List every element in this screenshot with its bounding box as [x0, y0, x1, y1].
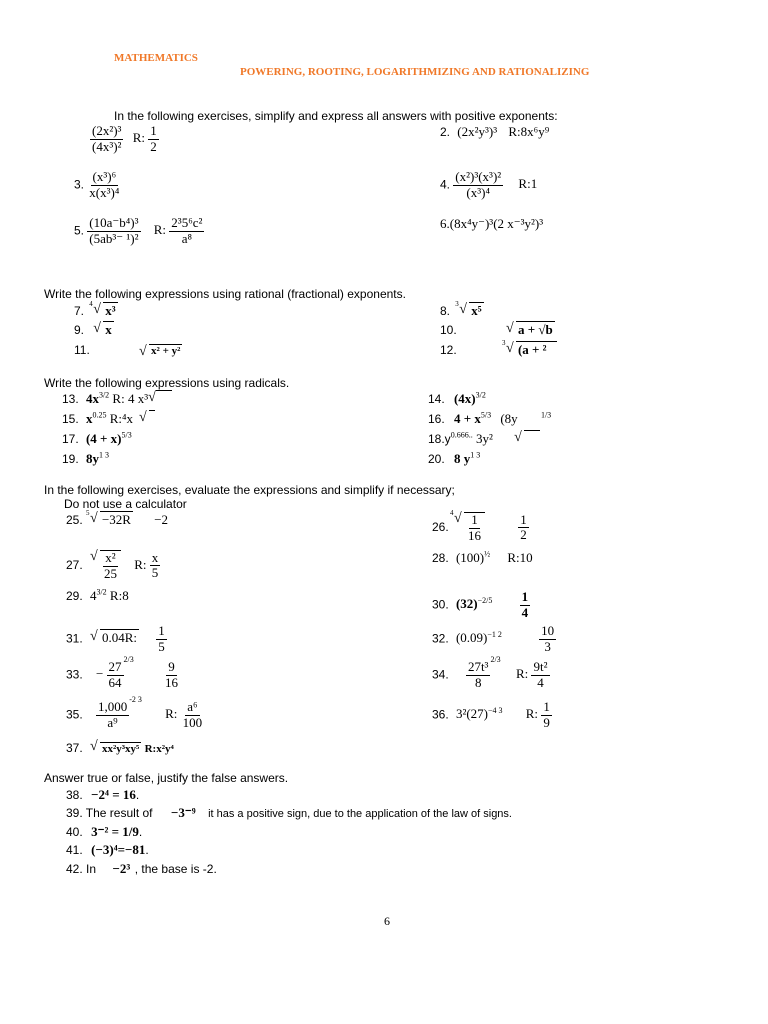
- exercise-13: 13. $4x^{3/2}$ R: 4 x³√: [62, 391, 172, 407]
- exercise-3: 3. $\frac{\text{(x³)⁶}}{\text{x(x³)⁴}}$: [74, 169, 120, 200]
- exercise-4: 4. $\frac{\text{(x²)³(x³)²}}{\text{(x³)⁴}}$ R:1: [440, 169, 538, 200]
- section-2-instructions: Write the following expressions using rational (fractional) exponents.: [44, 287, 406, 301]
- exercise-27: 27. √ $\frac{\text{x²}}{25}$ R: $\frac{x}{5}$: [66, 550, 160, 582]
- exercise-5: 5. $\frac{\text{(10a⁻b⁴)³}}{\text{(5ab³⁻ ¹)²}}$ R: $\frac{\text{2³5⁶c²}}{\text{a⁸}}$: [74, 215, 203, 246]
- exercise-18: $18.y^{0.666..}$ 3y² √: [428, 431, 540, 447]
- exercise-14: 14. $(4x)^{3/2}$: [428, 390, 486, 406]
- exercise-19: 19. $8y^{1 3}$: [62, 450, 109, 466]
- exercise-31: 31. √ 0.04R: $\frac{1}{5}$: [66, 624, 167, 655]
- section-4-note: Do not use a calculator: [64, 497, 187, 511]
- exercise-7: 7. √ 4 x³: [74, 303, 118, 319]
- exercise-16: 16. $4 + x^{5/3}$ (8y $^{1/3}$: [428, 410, 552, 426]
- exercise-11: 11. √ x² + y²: [74, 342, 182, 358]
- exercise-28: 28. $(100)^{\frac{1}{2}}$ R:10: [432, 549, 533, 565]
- section-3-instructions: Write the following expressions using radicals.: [44, 376, 290, 390]
- exercise-42: 42. In −2³ , the base is -2.: [66, 861, 217, 876]
- exercise-38: 38. −2⁴ = 16.: [66, 787, 140, 802]
- section-1-instructions: In the following exercises, simplify and express all answers with positive exponents:: [114, 109, 558, 123]
- exercise-30: 30. $(32)^{-2/5}$ $\frac{1}{4}$: [432, 589, 529, 620]
- exercise-17: 17. $(4 + x)^{5/3}$: [62, 430, 132, 446]
- exercise-35: 35. $\frac{1,000}{\text{a⁹}}$ $^{-2 3}$ R: $\frac{\text{a⁶}}{100}$: [66, 695, 203, 730]
- exercise-25: 25. √ 5 −32R −2: [66, 512, 168, 528]
- exercise-41: 41. (−3)⁴=−81.: [66, 842, 149, 857]
- exercise-15: 15. $x^{0.25}$ R:⁴x√: [62, 411, 155, 427]
- exercise-33: 33. − $\frac{27}{64}$ $^{2/3}$ $\frac{9}{16}$: [66, 655, 179, 690]
- exercise-40: 40. 3⁻² = 1/9.: [66, 824, 143, 839]
- exercise-26: 26. √ 4 $\frac{1}{16}$ $\frac{1}{2}$: [432, 512, 529, 544]
- exercise-8: 8. √ 3 x⁵: [440, 303, 484, 319]
- section-5-instructions: Answer true or false, justify the false answers.: [44, 771, 289, 785]
- exercise-2: 2. (2x²y³)³ R:8x⁶y⁹: [440, 124, 550, 139]
- exercise-36: 36. $3^2(27)^{-4 3}$ R: $\frac{1}{9}$: [432, 699, 550, 730]
- page-title: POWERING, ROOTING, LOGARITHMIZING AND RATIONALIZING: [240, 66, 590, 78]
- exercise-29: 29. $4^{3/2}$ R:8: [66, 587, 129, 603]
- exercise-37: 37. √ xx²y³xy⁵ R:x²y⁴: [66, 740, 174, 756]
- subject-heading: MATHEMATICS: [114, 52, 198, 64]
- exercise-12: 12. √ 3 (a + ²: [440, 342, 557, 358]
- exercise-10: 10. √ a + √b: [440, 322, 555, 338]
- exercise-6: 6.(8x⁴y⁻)³(2 x⁻³y²)³: [440, 216, 544, 231]
- exercise-1: $\frac{\text{(2x²)³}}{\text{(4x³)²}}$ R: $\frac{1}{2}$: [92, 123, 157, 154]
- exercise-39: 39. The result of −3⁻⁹ it has a positive sign, due to the application of the law of signs.: [66, 805, 512, 820]
- exercise-32: 32. $(0.09)^{-1 2}$ $\frac{10}{3}$: [432, 623, 555, 654]
- exercise-9: 9. √ x: [74, 322, 114, 338]
- page-number: 6: [384, 914, 390, 928]
- section-4-instructions: In the following exercises, evaluate the expressions and simplify if necessary;: [44, 483, 455, 497]
- exercise-34: 34. $\frac{\text{27t³}}{8}$ $^{2/3}$ R: $\frac{\text{9t²}}{4}$: [432, 655, 548, 690]
- exercise-20: 20. 8 $y^{1 3}$: [428, 450, 481, 466]
